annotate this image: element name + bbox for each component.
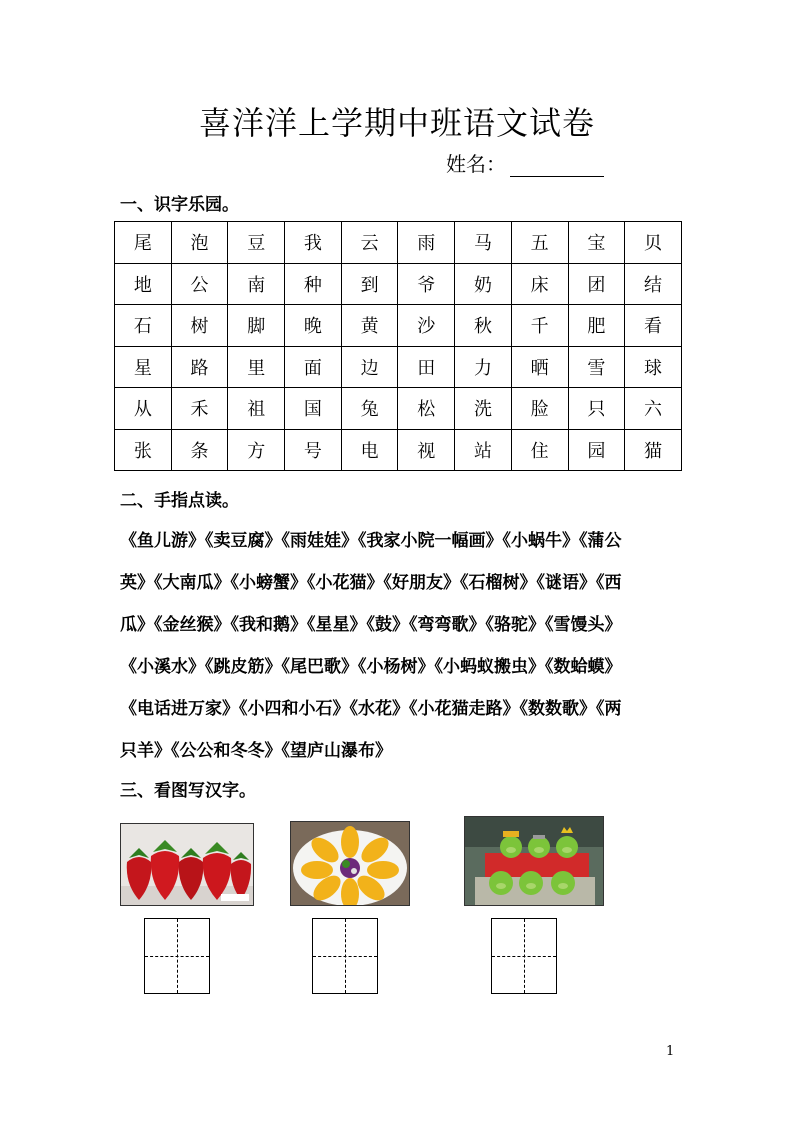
character-table bbox=[114, 221, 682, 471]
char-cell: 肥 bbox=[568, 305, 625, 347]
char-row bbox=[115, 429, 682, 471]
char-cell: 住 bbox=[511, 429, 568, 471]
char-cell: 里 bbox=[228, 346, 285, 388]
char-cell: 尾 bbox=[115, 222, 172, 264]
reading-line: 只羊》《公公和冬冬》《望庐山瀑布》 bbox=[120, 741, 392, 761]
char-cell: 种 bbox=[285, 263, 342, 305]
char-cell: 方 bbox=[228, 429, 285, 471]
char-cell: 边 bbox=[341, 346, 398, 388]
strawberries-photo bbox=[120, 823, 254, 906]
char-cell: 千 bbox=[511, 305, 568, 347]
char-cell: 树 bbox=[171, 305, 228, 347]
char-cell: 晒 bbox=[511, 346, 568, 388]
char-cell: 雨 bbox=[398, 222, 455, 264]
char-cell: 晚 bbox=[285, 305, 342, 347]
char-cell: 园 bbox=[568, 429, 625, 471]
char-cell: 电 bbox=[341, 429, 398, 471]
green-pigs-toys-photo bbox=[464, 816, 604, 906]
char-cell: 六 bbox=[625, 388, 682, 430]
char-cell: 力 bbox=[455, 346, 512, 388]
char-cell: 视 bbox=[398, 429, 455, 471]
char-cell: 地 bbox=[115, 263, 172, 305]
reading-list bbox=[120, 520, 680, 772]
char-cell: 石 bbox=[115, 305, 172, 347]
section2-heading: 二、手指点读。 bbox=[120, 491, 239, 511]
writing-grid-box[interactable] bbox=[312, 918, 378, 994]
char-cell: 奶 bbox=[455, 263, 512, 305]
char-cell: 秋 bbox=[455, 305, 512, 347]
char-cell: 雪 bbox=[568, 346, 625, 388]
char-cell: 从 bbox=[115, 388, 172, 430]
char-cell: 面 bbox=[285, 346, 342, 388]
char-cell: 只 bbox=[568, 388, 625, 430]
char-cell: 站 bbox=[455, 429, 512, 471]
char-row bbox=[115, 305, 682, 347]
char-cell: 号 bbox=[285, 429, 342, 471]
char-cell: 到 bbox=[341, 263, 398, 305]
char-cell: 星 bbox=[115, 346, 172, 388]
char-cell: 南 bbox=[228, 263, 285, 305]
char-cell: 结 bbox=[625, 263, 682, 305]
reading-line: 英》《大南瓜》《小螃蟹》《小花猫》《好朋友》《石榴树》《谜语》《西 bbox=[120, 573, 622, 593]
char-cell: 兔 bbox=[341, 388, 398, 430]
char-cell: 黄 bbox=[341, 305, 398, 347]
section1-heading: 一、识字乐园。 bbox=[120, 195, 239, 215]
char-cell: 条 bbox=[171, 429, 228, 471]
char-row bbox=[115, 388, 682, 430]
char-cell: 泡 bbox=[171, 222, 228, 264]
char-cell: 云 bbox=[341, 222, 398, 264]
char-cell: 祖 bbox=[228, 388, 285, 430]
page-title: 喜洋洋上学期中班语文试卷 bbox=[198, 104, 595, 142]
char-cell: 宝 bbox=[568, 222, 625, 264]
char-cell: 猫 bbox=[625, 429, 682, 471]
char-cell: 豆 bbox=[228, 222, 285, 264]
char-cell: 洗 bbox=[455, 388, 512, 430]
mango-plate-photo bbox=[290, 821, 410, 906]
char-cell: 爷 bbox=[398, 263, 455, 305]
writing-grid-box[interactable] bbox=[491, 918, 557, 994]
reading-line: 瓜》《金丝猴》《我和鹅》《星星》《鼓》《弯弯歌》《骆驼》《雪馒头》 bbox=[120, 615, 622, 635]
char-cell: 公 bbox=[171, 263, 228, 305]
char-cell: 沙 bbox=[398, 305, 455, 347]
name-blank[interactable] bbox=[510, 156, 604, 177]
char-row bbox=[115, 346, 682, 388]
char-cell: 床 bbox=[511, 263, 568, 305]
char-cell: 马 bbox=[455, 222, 512, 264]
char-cell: 国 bbox=[285, 388, 342, 430]
char-cell: 路 bbox=[171, 346, 228, 388]
char-row bbox=[115, 263, 682, 305]
reading-line: 《电话进万家》《小四和小石》《水花》《小花猫走路》《数数歌》《两 bbox=[120, 699, 622, 719]
name-label: 姓名： bbox=[446, 152, 506, 176]
writing-grid-box[interactable] bbox=[144, 918, 210, 994]
char-cell: 脸 bbox=[511, 388, 568, 430]
reading-line: 《小溪水》《跳皮筋》《尾巴歌》《小杨树》《小蚂蚁搬虫》《数蛤蟆》 bbox=[120, 657, 622, 677]
char-cell: 禾 bbox=[171, 388, 228, 430]
char-cell: 五 bbox=[511, 222, 568, 264]
char-cell: 看 bbox=[625, 305, 682, 347]
char-cell: 脚 bbox=[228, 305, 285, 347]
char-cell: 我 bbox=[285, 222, 342, 264]
char-cell: 松 bbox=[398, 388, 455, 430]
char-cell: 团 bbox=[568, 263, 625, 305]
char-cell: 张 bbox=[115, 429, 172, 471]
section3-heading: 三、看图写汉字。 bbox=[120, 781, 256, 801]
name-field bbox=[446, 148, 604, 177]
reading-line: 《鱼儿游》《卖豆腐》《雨娃娃》《我家小院一幅画》《小蜗牛》《蒲公 bbox=[120, 531, 622, 551]
char-cell: 贝 bbox=[625, 222, 682, 264]
page-number: 1 bbox=[666, 1044, 675, 1059]
char-row bbox=[115, 222, 682, 264]
char-cell: 球 bbox=[625, 346, 682, 388]
char-cell: 田 bbox=[398, 346, 455, 388]
